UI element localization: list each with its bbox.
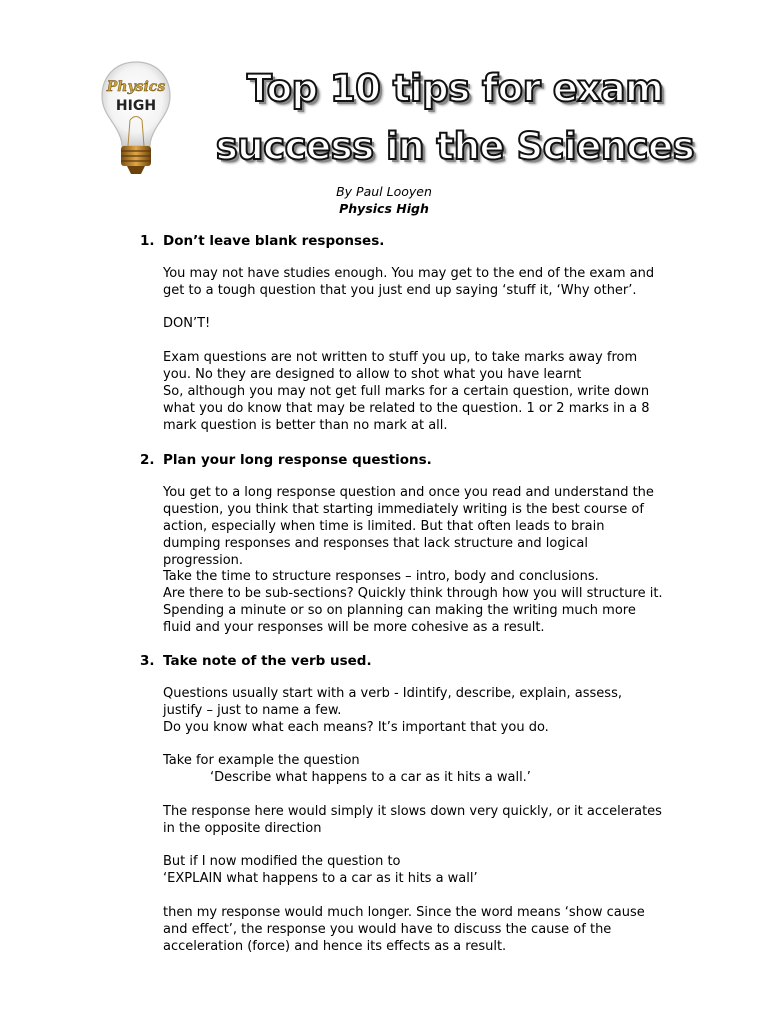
- paragraph: Questions usually start with a verb - Idintify, describe, explain, assess, justify – just to name a few. Do you know what each means? It’s important that you do.: [163, 686, 622, 735]
- section-title: Take note of the verb used.: [163, 653, 372, 669]
- example-question-quote: ‘Describe what happens to a car as it hits a wall.’: [210, 770, 531, 785]
- paragraph: But if I now modified the question to ‘EXPLAIN what happens to a car as it hits a wall’: [163, 854, 478, 886]
- logo-text-high: HIGH: [115, 98, 157, 114]
- byline-author: By Paul Looyen: [336, 184, 432, 199]
- section-title: Don’t leave blank responses.: [163, 233, 385, 249]
- physics-high-logo: [100, 58, 172, 178]
- section-heading: [140, 451, 432, 469]
- section-number: 2.: [140, 452, 155, 468]
- section-heading: [140, 652, 372, 670]
- section-heading: [140, 232, 384, 250]
- paragraph: DON’T!: [163, 316, 211, 331]
- paragraph: Exam questions are not written to stuff you up, to take marks away from you. No they are designed to allow to shot what you have learnt So, although you may not get full marks for a certain question, write down what you do know that may be related to the question. 1 or 2 marks in a 8 mark question is better than no mark at all.: [163, 350, 650, 433]
- paragraph: You may not have studies enough. You may get to the end of the exam and get to a tough question that you just end up saying ‘stuff it, ‘Why other’.: [163, 266, 655, 298]
- page-title: [205, 60, 705, 176]
- paragraph: The response here would simply it slows down very quickly, or it accelerates in the opposite direction: [163, 804, 662, 836]
- section-number: 3.: [140, 653, 155, 669]
- section-title: Plan your long response questions.: [163, 452, 432, 468]
- logo-text-physics: Physics: [106, 79, 166, 95]
- paragraph: You get to a long response question and once you read and understand the question, you think that starting immediately writing is the best course of action, especially when time is limited. But that often leads to brain dumping responses and responses that lack structure and logical progression.: [163, 485, 654, 568]
- paragraph: then my response would much longer. Since the word means ‘show cause and effect’, the response you would have to discuss the cause of the acceleration (force) and hence its effects as a result.: [163, 905, 645, 954]
- section-number: 1.: [140, 233, 155, 249]
- paragraph: Take for example the question: [163, 753, 360, 768]
- paragraph: Take the time to structure responses – intro, body and conclusions. Are there to be sub-sections? Quickly think through how you will structure it. Spending a minute or so on planning can making the writing much more fluid and your responses will be more cohesive as a result.: [163, 569, 663, 635]
- byline-organization: Physics High: [339, 201, 429, 216]
- title-line-2: success in the Sciences: [215, 125, 695, 168]
- title-line-1: Top 10 tips for exam: [246, 67, 664, 110]
